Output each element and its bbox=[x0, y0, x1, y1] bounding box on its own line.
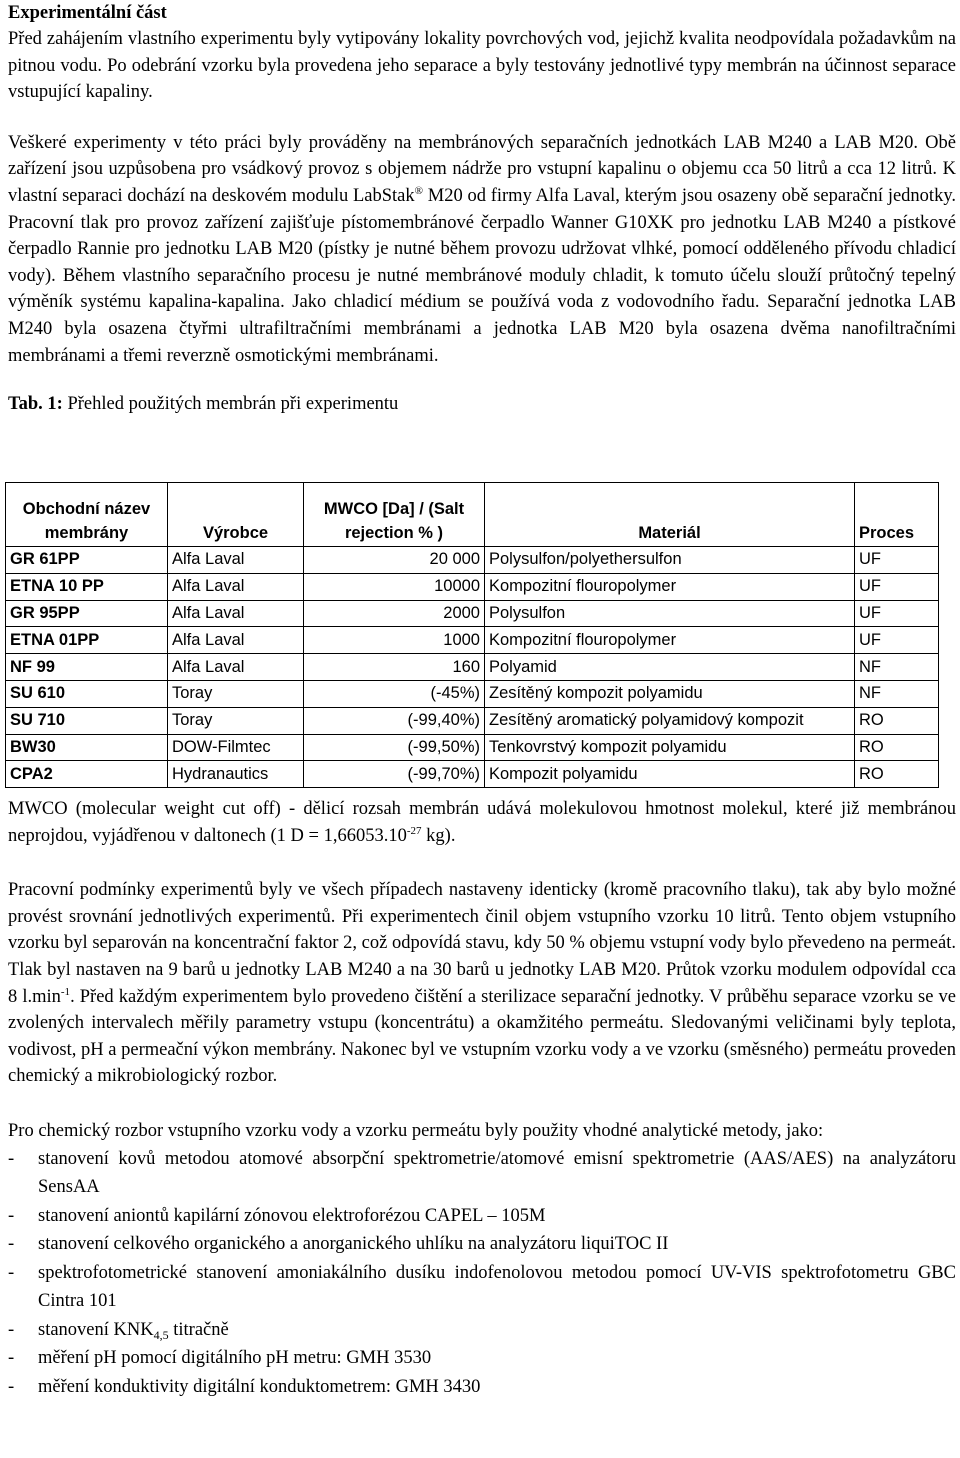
cell-name: NF 99 bbox=[6, 654, 168, 681]
conditions-text-b: . Před každým experimentem bylo provedeno čištění a sterilizace separační jednotky. V průběhu separace vzorku se ve zvolených intervalech měřily parametry vstupu (koncentrátu) a okamžitého permeátu. Sledovanými veličinami byly teplota, vodivost, pH a permeační výkon membrány. Nakonec byl ve vstupním vzorku vody a ve vzorku (směsného) permeátu proveden chemický a mikrobiologický rozbor. bbox=[8, 986, 956, 1087]
equipment-text-b: M20 od firmy Alfa Laval, kterým jsou osazeny obě separační jednotky. Pracovní tlak pro provoz zařízení zajišťuje pístomembránové čerpadlo Wanner G10XK pro jednotku LAB M240 a pístkové čerpadlo Rannie pro jednotku LAB M20 (pístky je nutné během provozu udržovat vlhké, pomocí odděleného přívodu chladicí vody). Během vlastního separačního procesu je nutné membránové moduly chladit, k tomuto účelu slouží průtočný tepelný výměník systému kapalina-kapalina. Jako chladicí médium se používá voda z vodovodního řadu. Separační jednotka LAB M240 byla osazena čtyřmi ultrafiltračními membránami a jednotka LAB M20 byla osazena dvěma nanofiltračními membránami a třemi reverzně osmotickými membránami. bbox=[8, 185, 956, 366]
cell-name: CPA2 bbox=[6, 761, 168, 788]
list-item bbox=[8, 1259, 956, 1316]
cell-material: Kompozit polyamidu bbox=[485, 761, 855, 788]
cell-process: NF bbox=[855, 654, 939, 681]
equipment-text-a: Veškeré experimenty v této práci byly prováděny na membránových separačních jednotkách LAB M240 a LAB M20. Obě zařízení jsou uzpůsobena pro vsádkový provoz s objemem nádrže pro vstupní kapalinu o objemu cca 50 litrů a cca 12 litrů. K vlastní separaci dochází na deskovém modulu LabStak bbox=[8, 132, 956, 206]
cell-material: Kompozitní flouropolymer bbox=[485, 573, 855, 600]
cell-material: Polysulfon/polyethersulfon bbox=[485, 547, 855, 574]
cell-process: UF bbox=[855, 600, 939, 627]
conditions-paragraph bbox=[8, 877, 956, 1090]
analysis-paragraph: Pro chemický rozbor vstupního vzorku vody a vzorku permeátu byly použity vhodné analytické metody, jako: bbox=[8, 1120, 824, 1141]
list-item bbox=[8, 1373, 956, 1402]
method-text: spektrofotometrické stanovení amoniakálního dusíku indofenolovou metodou pomocí UV-VIS spektrofotometru GBC Cintra 101 bbox=[38, 1262, 956, 1312]
conditions-exponent: -1 bbox=[60, 985, 71, 998]
cell-manufacturer: Alfa Laval bbox=[168, 654, 304, 681]
cell-mwco: 2000 bbox=[304, 600, 485, 627]
cell-material: Zesítěný kompozit polyamidu bbox=[485, 680, 855, 707]
list-dash: - bbox=[8, 1205, 15, 1226]
cell-name: SU 710 bbox=[6, 707, 168, 734]
cell-process: UF bbox=[855, 573, 939, 600]
table-row bbox=[6, 654, 939, 681]
list-item bbox=[8, 1145, 956, 1202]
cell-process: NF bbox=[855, 680, 939, 707]
registered-mark: ® bbox=[414, 184, 423, 197]
conditions-text-a: Pracovní podmínky experimentů byly ve všech případech nastaveny identicky (kromě pracovního tlaku), tak aby bylo možné provést srovnání jednotlivých experimentů. Při experimentech činil objem vstupního vzorku 10 litrů. Tento objem vstupního vzorku byl separován na koncentrační faktor 2, což odpovídá stavu, kdy 50 % objemu vstupní vody bylo převedeno na permeát. Tlak byl nastaven na 9 barů u jednotky LAB M240 a na 30 barů u jednotky LAB M20. Průtok vzorku modulem odpovídal cca 8 l.min bbox=[8, 880, 956, 1007]
cell-material: Tenkovrstvý kompozit polyamidu bbox=[485, 734, 855, 761]
mwco-note bbox=[8, 796, 956, 849]
cell-manufacturer: Alfa Laval bbox=[168, 547, 304, 574]
cell-manufacturer: Hydranautics bbox=[168, 761, 304, 788]
membrane-table bbox=[5, 482, 939, 788]
header-manufacturer: Výrobce bbox=[168, 483, 304, 547]
cell-process: RO bbox=[855, 734, 939, 761]
table-row bbox=[6, 734, 939, 761]
mwco-note-exponent: -27 bbox=[406, 824, 422, 837]
method-text: měření konduktivity digitální konduktometrem: GMH 3430 bbox=[38, 1376, 481, 1397]
list-dash: - bbox=[8, 1319, 15, 1340]
cell-mwco: 160 bbox=[304, 654, 485, 681]
method-text: stanovení aniontů kapilární zónovou elektroforézou CAPEL – 105M bbox=[38, 1205, 546, 1226]
equipment-paragraph bbox=[8, 130, 956, 369]
cell-process: RO bbox=[855, 761, 939, 788]
mwco-note-text-a: MWCO (molecular weight cut off) - dělicí rozsah membrán udává molekulovou hmotnost molekul, které již membránou neprojdou, vyjádřenou v daltonech (1 D = 1,66053.10 bbox=[8, 799, 956, 846]
cell-mwco: (-99,40%) bbox=[304, 707, 485, 734]
table-caption-label: Tab. 1: bbox=[8, 394, 63, 415]
cell-mwco: (-99,50%) bbox=[304, 734, 485, 761]
cell-material: Zesítěný aromatický polyamidový kompozit bbox=[485, 707, 855, 734]
mwco-note-text-b: kg). bbox=[421, 825, 456, 846]
list-item bbox=[8, 1202, 956, 1231]
cell-material: Kompozitní flouropolymer bbox=[485, 627, 855, 654]
header-name: Obchodní název membrány bbox=[6, 483, 168, 547]
list-item bbox=[8, 1344, 956, 1373]
header-mwco: MWCO [Da] / (Salt rejection % ) bbox=[304, 483, 485, 547]
table-row bbox=[6, 547, 939, 574]
intro-paragraph: Před zahájením vlastního experimentu byly vytipovány lokality povrchových vod, jejichž kvalita neodpovídala požadavkům na pitnou vodu. Po odebrání vzorku byla provedena jeho separace a byly testovány jednotlivé typy membrán na účinnost separace vstupující kapaliny. bbox=[8, 29, 956, 103]
cell-name: BW30 bbox=[6, 734, 168, 761]
cell-mwco: 20 000 bbox=[304, 547, 485, 574]
table-row bbox=[6, 761, 939, 788]
list-dash: - bbox=[8, 1376, 15, 1397]
methods-list bbox=[8, 1145, 956, 1402]
method-subscript: 4,5 bbox=[153, 1327, 169, 1342]
cell-mwco: (-99,70%) bbox=[304, 761, 485, 788]
cell-mwco: (-45%) bbox=[304, 680, 485, 707]
cell-material: Polyamid bbox=[485, 654, 855, 681]
cell-material: Polysulfon bbox=[485, 600, 855, 627]
table-caption-text: Přehled použitých membrán při experimentu bbox=[62, 394, 399, 415]
document-page-lower bbox=[8, 796, 956, 1401]
cell-process: UF bbox=[855, 547, 939, 574]
cell-manufacturer: Alfa Laval bbox=[168, 600, 304, 627]
cell-process: RO bbox=[855, 707, 939, 734]
table-row bbox=[6, 707, 939, 734]
header-material: Materiál bbox=[485, 483, 855, 547]
cell-mwco: 1000 bbox=[304, 627, 485, 654]
method-text: stanovení kovů metodou atomové absorpční spektrometrie/atomové emisní spektrometrie (AAS/AES) na analyzátoru SensAA bbox=[38, 1148, 956, 1198]
method-text-a: stanovení KNK bbox=[38, 1319, 154, 1340]
section-title: Experimentální část bbox=[8, 3, 167, 23]
table-row bbox=[6, 600, 939, 627]
cell-manufacturer: DOW-Filmtec bbox=[168, 734, 304, 761]
list-dash: - bbox=[8, 1262, 15, 1283]
header-process: Proces bbox=[855, 483, 939, 547]
list-dash: - bbox=[8, 1348, 15, 1369]
list-dash: - bbox=[8, 1148, 15, 1169]
list-item bbox=[8, 1230, 956, 1259]
table-row bbox=[6, 627, 939, 654]
document-page bbox=[8, 0, 956, 417]
list-dash: - bbox=[8, 1234, 15, 1255]
cell-name: SU 610 bbox=[6, 680, 168, 707]
list-item bbox=[8, 1316, 956, 1345]
cell-manufacturer: Toray bbox=[168, 680, 304, 707]
cell-manufacturer: Alfa Laval bbox=[168, 573, 304, 600]
table-header-row bbox=[6, 483, 939, 547]
method-text-b: titračně bbox=[168, 1319, 229, 1340]
cell-name: ETNA 01PP bbox=[6, 627, 168, 654]
cell-process: UF bbox=[855, 627, 939, 654]
cell-manufacturer: Toray bbox=[168, 707, 304, 734]
cell-name: ETNA 10 PP bbox=[6, 573, 168, 600]
cell-name: GR 61PP bbox=[6, 547, 168, 574]
table-caption bbox=[8, 391, 956, 417]
method-text: stanovení celkového organického a anorganického uhlíku na analyzátoru liquiTOC II bbox=[38, 1234, 669, 1255]
cell-manufacturer: Alfa Laval bbox=[168, 627, 304, 654]
cell-name: GR 95PP bbox=[6, 600, 168, 627]
table-row bbox=[6, 680, 939, 707]
cell-mwco: 10000 bbox=[304, 573, 485, 600]
method-text: měření pH pomocí digitálního pH metru: GMH 3530 bbox=[38, 1348, 432, 1369]
table-row bbox=[6, 573, 939, 600]
